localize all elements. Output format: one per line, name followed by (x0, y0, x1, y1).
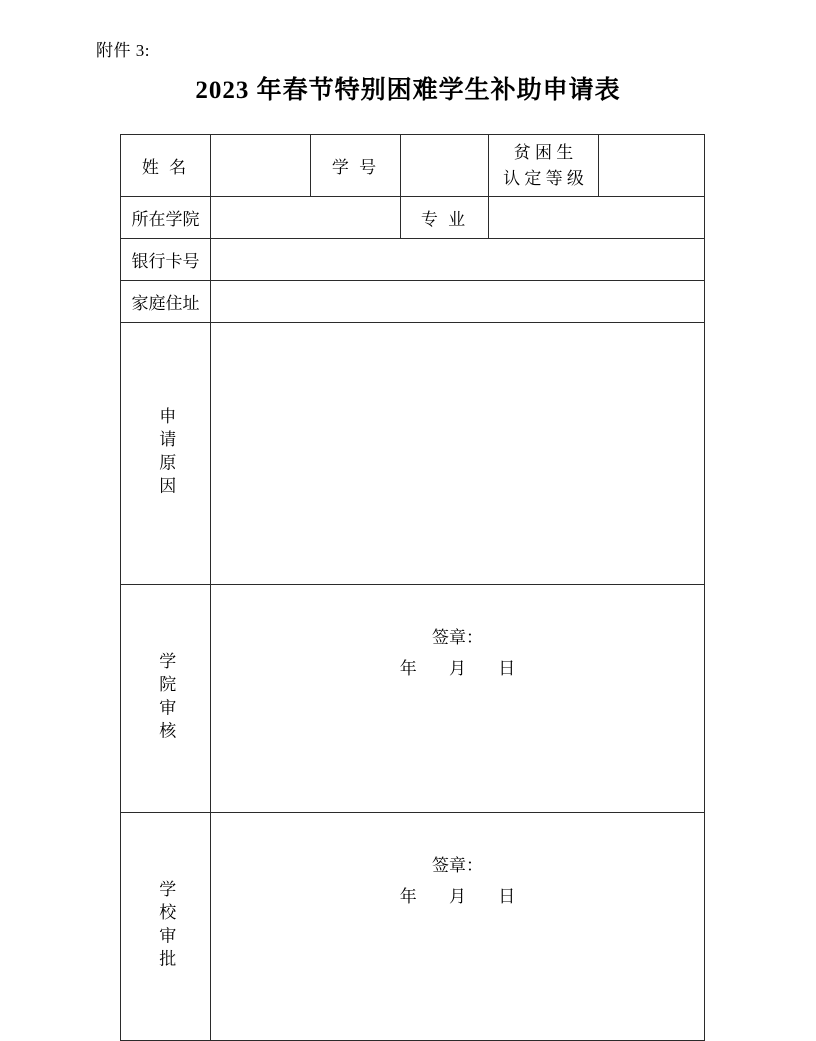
table-row (121, 281, 705, 323)
school-seal-label: 签章： (432, 856, 483, 876)
label-apply-reason-text: 申 请 原 因 (156, 407, 176, 495)
month-label: 月 (449, 658, 466, 678)
application-form-table (120, 134, 705, 1041)
field-student-id[interactable] (401, 135, 489, 197)
label-poverty-level-line2: 认 定 等 级 (503, 168, 584, 188)
label-name: 姓 名 (121, 135, 211, 197)
label-home-address: 家庭住址 (121, 281, 211, 323)
label-college-review-text: 学 院 审 核 (156, 652, 176, 740)
year-label: 年 (399, 658, 417, 678)
field-poverty-level[interactable] (599, 135, 705, 197)
day-label: 日 (498, 886, 516, 906)
month-label: 月 (449, 886, 466, 906)
day-label: 日 (498, 658, 516, 678)
college-sign-date (211, 654, 704, 685)
field-bank-card[interactable] (211, 239, 705, 281)
label-school-approval-text: 学 校 审 批 (156, 880, 176, 968)
field-name[interactable] (211, 135, 311, 197)
field-school-approval[interactable] (211, 813, 705, 1041)
table-row (121, 239, 705, 281)
label-apply-reason (121, 323, 211, 585)
school-sign-date (211, 882, 704, 913)
label-college: 所在学院 (121, 197, 211, 239)
table-row (121, 135, 705, 197)
field-college[interactable] (211, 197, 401, 239)
label-poverty-level-line1: 贫 困 生 (513, 143, 574, 162)
field-major[interactable] (489, 197, 705, 239)
page-title: 2023 年春节特别困难学生补助申请表 (195, 77, 621, 104)
year-label: 年 (399, 886, 417, 906)
label-bank-card: 银行卡号 (121, 239, 211, 281)
college-seal-label: 签章： (432, 628, 483, 648)
table-row (121, 197, 705, 239)
table-row (121, 585, 705, 813)
field-home-address[interactable] (211, 281, 705, 323)
label-major: 专 业 (401, 197, 489, 239)
table-row (121, 323, 705, 585)
field-college-review[interactable] (211, 585, 705, 813)
attachment-label: 附件 3: (96, 41, 150, 60)
label-college-review (121, 585, 211, 813)
field-apply-reason[interactable] (211, 323, 705, 585)
table-row (121, 813, 705, 1041)
label-poverty-level (489, 135, 599, 197)
label-student-id: 学 号 (311, 135, 401, 197)
label-school-approval (121, 813, 211, 1041)
